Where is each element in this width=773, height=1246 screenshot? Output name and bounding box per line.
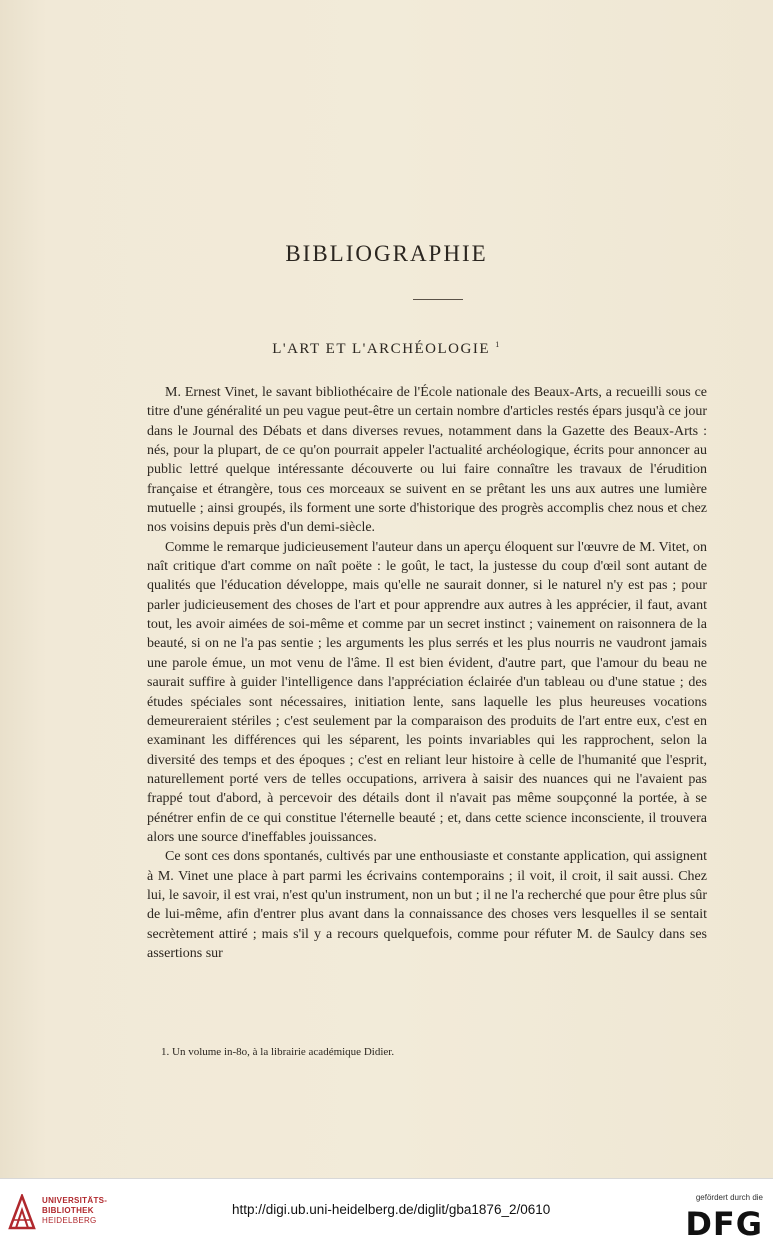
subtitle-text: L'ART ET L'ARCHÉOLOGIE <box>272 341 491 357</box>
paragraph: Comme le remarque judicieusement l'auteur dans un aperçu éloquent sur l'œuvre de M. Vitet, on naît critique d'art comme on naît poëte : le goût, le tact, la justesse du coup d'œil sont autant de qualités que l'éducation développe, mais qu'elle ne saurait donner, si le naturel n'y est pas ; pour parler judicieusement des choses de l'art et pour apprendre aux autres à les apprécier, il faut, avant tout, les avoir aimées de soi-même et comme par un secret instinct ; vainement on raisonnera de la beauté, si on ne l'a pas sentie ; les arguments les plus serrés et les plus nourris ne vaudront jamais une parole émue, un mot venu de l'âme. Il est bien évident, d'autre part, que l'amour du beau ne saurait suffire à guider l'intelligence dans l'appréciation éclairée d'un tableau ou d'une statue ; des études spéciales sont nécessaires, initiation lente, sans laquelle les plus heureuses vocations demeureraient stériles ; c'est seulement par la comparaison des produits de l'art entre eux, c'est en examinant les différences qui les séparent, les points invariables qui les rapprochent, selon la diversité des temps et des époques ; c'est en reliant leur histoire à celle de l'humanité que l'esprit, naturellement porté vers de telles occupations, arrivera à saisir des nuances qui ne l'avaient pas frappé tout d'abord, à percevoir des détails dont il n'avait pas même soupçonné la portée, à se pénétrer enfin de ce qui constitue l'éternelle beauté ; et, dans cette science inconsciente, il trouvera alors une source d'ineffables jouissances. <box>147 539 707 845</box>
library-logo-icon[interactable] <box>8 1194 36 1230</box>
funder-caption: gefördert durch die <box>695 1193 763 1202</box>
permalink-url[interactable]: http://digi.ub.uni-heidelberg.de/diglit/gba1876_2/0610 <box>232 1202 551 1217</box>
viewer-footer <box>0 1178 773 1246</box>
library-name[interactable] <box>42 1196 107 1226</box>
paragraph: Ce sont ces dons spontanés, cultivés par une enthousiaste et constante application, qui assignent à M. Vinet une place à part parmi les écrivains contemporains ; il voit, il croit, il sait aussi. Chez lui, le savoir, il est vrai, n'est qu'un instrument, non un but ; il ne l'a recherché que pour être plus sûr de lui-même, afin d'entrer plus avant dans la connaissance des choses vers lesquelles il se sentait secrètement attiré ; mais s'il y a recours quelquefois, comme pour réfuter M. de Saulcy dans ses assertions sur <box>147 849 707 961</box>
title-divider <box>413 299 463 300</box>
paragraph: M. Ernest Vinet, le savant bibliothécaire de l'École nationale des Beaux-Arts, a recueilli sous ce titre d'une généralité un peu vague peut-être un certain nombre d'articles restés épars jusqu'à ce jour dans le Journal des Débats et dans diverses revues, notamment dans la Gazette des Beaux-Arts : nés, pour la plupart, de ce qu'on pourrait appeler l'actualité archéologique, écrits pour annoncer au public lettré quelque intéressante découverte ou lui faire connaître les travaux de l'érudition française et étrangère, tous ces morceaux se suivent en se prêtant les uns aux autres une lumière mutuelle ; ainsi groupés, ils forment une sorte d'historique des progrès accomplis chez nous et chez nos voisins depuis près d'un demi-siècle. <box>147 385 707 536</box>
article-body <box>147 383 707 963</box>
library-line: UNIVERSITÄTS- <box>42 1196 108 1205</box>
footnote: 1. Un volume in-8o, à la librairie académique Didier. <box>161 1046 395 1058</box>
section-subtitle <box>0 340 773 358</box>
library-line: BIBLIOTHEK <box>42 1206 94 1215</box>
footnote-marker: 1 <box>495 340 501 349</box>
page-title: BIBLIOGRAPHIE <box>285 241 488 266</box>
library-line: HEIDELBERG <box>42 1216 97 1225</box>
dfg-logo[interactable]: DFG <box>685 1205 763 1243</box>
